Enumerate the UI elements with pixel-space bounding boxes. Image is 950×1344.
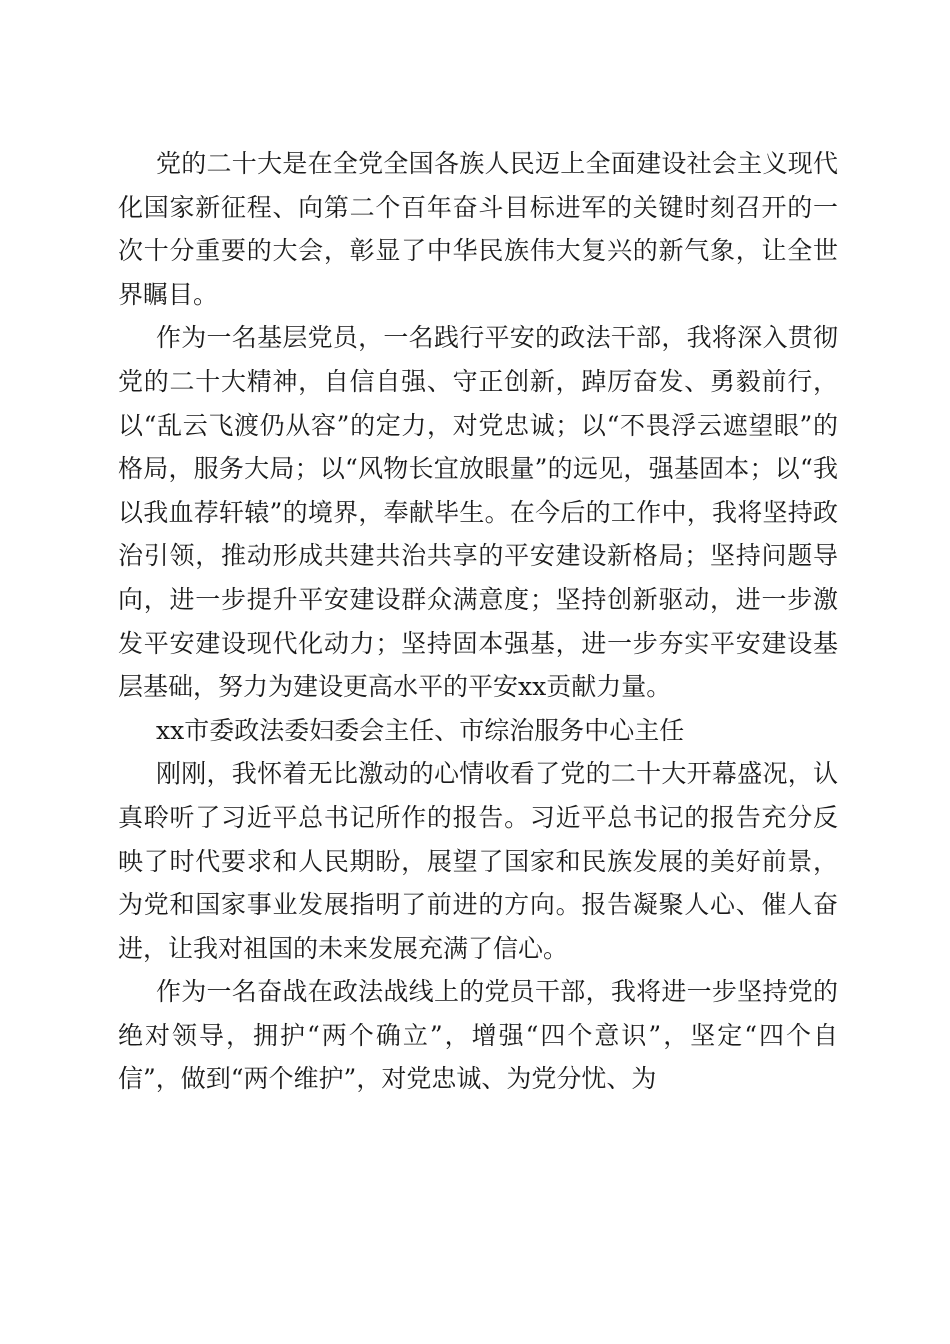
paragraph-congress-significance: 党的二十大是在全党全国各族人民迈上全面建设社会主义现代化国家新征程、向第二个百年奋斗目标进军的关键时刻召开的一次十分重要的大会，彰显了中华民族伟大复兴的新气象，让全世界瞩目。 <box>118 149 838 309</box>
paragraph-party-loyalty: 作为一名奋战在政法战线上的党员干部，我将进一步坚持党的绝对领导，拥护“两个确立”，增强“四个意识”，坚定“四个自信”，做到“两个维护”，对党忠诚、为党分忧、为 <box>118 977 838 1094</box>
speaker-title-line: xx市委政法委妇委会主任、市综治服务中心主任 <box>156 715 685 745</box>
paragraph-commitment-grassroots: 作为一名基层党员，一名践行平安的政法干部，我将深入贯彻党的二十大精神，自信自强、守正创新，踔厉奋发、勇毅前行，以“乱云飞渡仍从容”的定力，对党忠诚；以“不畏浮云遮望眼”的格局，服务大局；以“风物长宜放眼量”的远见，强基固本；以“我以我血荐轩辕”的境界，奉献毕生。在今后的工作中，我将坚持政治引领，推动形成共建共治共享的平安建设新格局；坚持问题导向，进一步提升平安建设群众满意度；坚持创新驱动，进一步激发平安建设现代化动力；坚持固本强基，进一步夯实平安建设基层基础，努力为建设更高水平的平安xx贡献力量。 <box>118 323 838 702</box>
document-body <box>118 142 838 1101</box>
paragraph-watching-opening: 刚刚，我怀着无比激动的心情收看了党的二十大开幕盛况，认真聆听了习近平总书记所作的报告。习近平总书记的报告充分反映了时代要求和人民期盼，展望了国家和民族发展的美好前景，为党和国家事业发展指明了前进的方向。报告凝聚人心、催人奋进，让我对祖国的未来发展充满了信心。 <box>118 759 838 963</box>
